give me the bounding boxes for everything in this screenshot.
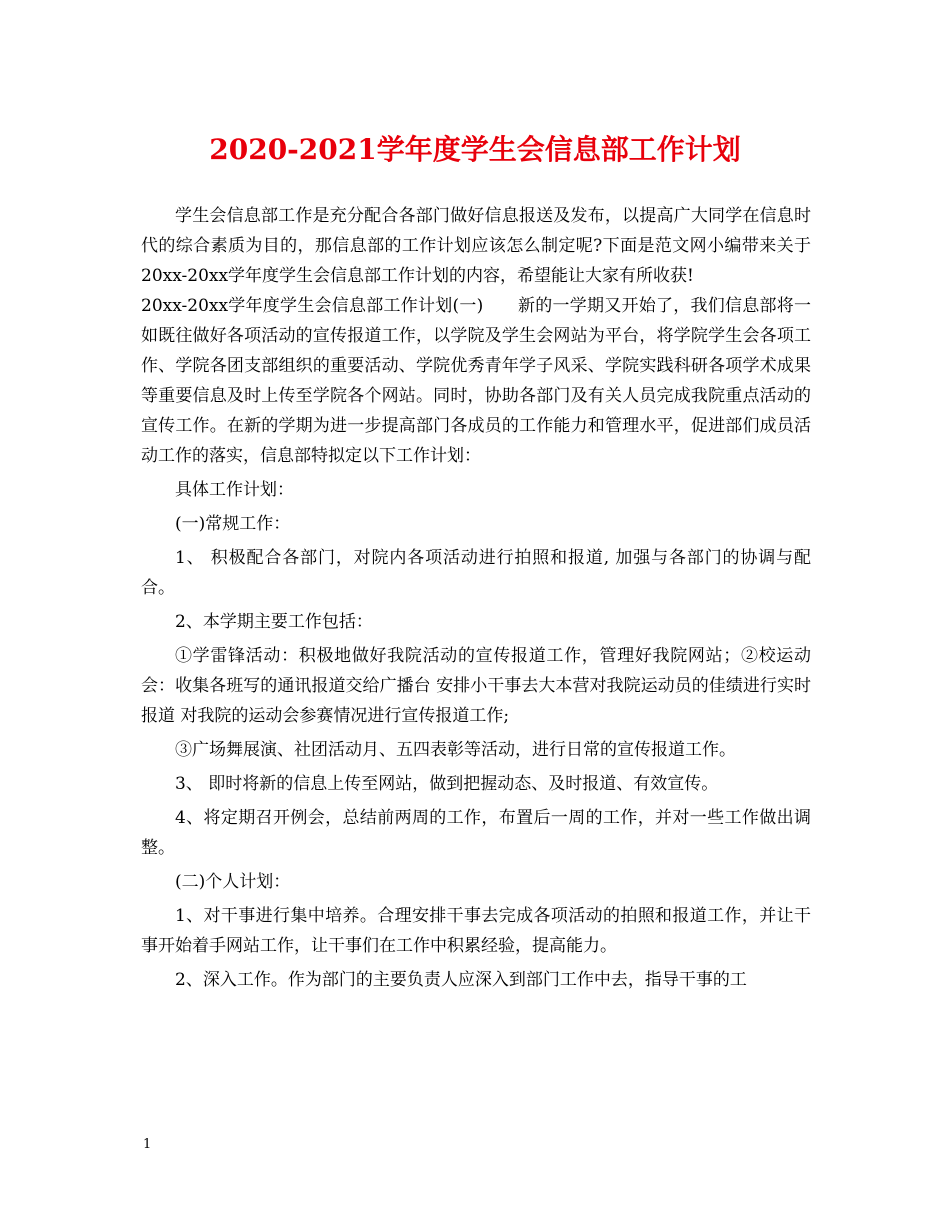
document-title: 2020-2021学年度学生会信息部工作计划 [209, 133, 741, 166]
paragraph-square-dance: ③广场舞展演、社团活动月、五四表彰等活动，进行日常的宣传报道工作。 [175, 740, 736, 760]
paragraph-item-2: 2、本学期主要工作包括： [175, 612, 373, 632]
paragraph-lei-feng: ①学雷锋活动：积极地做好我院活动的宣传报道工作，管理好我院网站；②校运动会：收集各班写的通讯报道交给广播台 安排小干事去大本营对我院运动员的佳绩进行实时报道 对我院的运动会参赛情况进行宣传报道工作; [141, 646, 811, 726]
paragraph-item-3: 3、 即时将新的信息上传至网站，做到把握动态、及时报道、有效宣传。 [175, 774, 719, 794]
paragraph-personal-1: 1、对干事进行集中培养。合理安排干事去完成各项活动的拍照和报道工作，并让干事开始着手网站工作，让干事们在工作中积累经验，提高能力。 [141, 906, 811, 956]
paragraph-intro: 学生会信息部工作是充分配合各部门做好信息报送及发布，以提高广大同学在信息时代的综合素质为目的，那信息部的工作计划应该怎么制定呢?下面是范文网小编带来关于20xx-20xx学年度学生会信息部工作计划的内容，希望能让大家有所收获! [141, 206, 811, 286]
paragraph-personal-heading: (二)个人计划： [175, 872, 291, 892]
paragraph-personal-2: 2、深入工作。作为部门的主要负责人应深入到部门工作中去，指导干事的工 [175, 970, 747, 990]
paragraph-item-4: 4、将定期召开例会，总结前两周的工作，布置后一周的工作，并对一些工作做出调整。 [141, 808, 811, 858]
paragraph-plan-one: 20xx-20xx学年度学生会信息部工作计划(一) 新的一学期又开始了，我们信息部将一如既往做好各项活动的宣传报道工作，以学院及学生会网站为平台，将学院学生会各项工作、学院各团支部组织的重要活动、学院优秀青年学子风采、学院实践科研各项学术成果等重要信息及时上传至学院各个网站。同时，协助各部门及有关人员完成我院重点活动的宣传工作。在新的学期为进一步提高部门各成员的工作能力和管理水平，促进部们成员活动工作的落实，信息部特拟定以下工作计划： [141, 296, 811, 466]
page-number: 1 [143, 1137, 152, 1152]
paragraph-specific-plan: 具体工作计划： [175, 480, 294, 500]
paragraph-item-1: 1、 积极配合各部门，对院内各项活动进行拍照和报道, 加强与各部门的协调与配合。 [141, 548, 811, 598]
paragraph-routine-heading: (一)常规工作： [175, 514, 291, 534]
document-body [141, 201, 811, 995]
